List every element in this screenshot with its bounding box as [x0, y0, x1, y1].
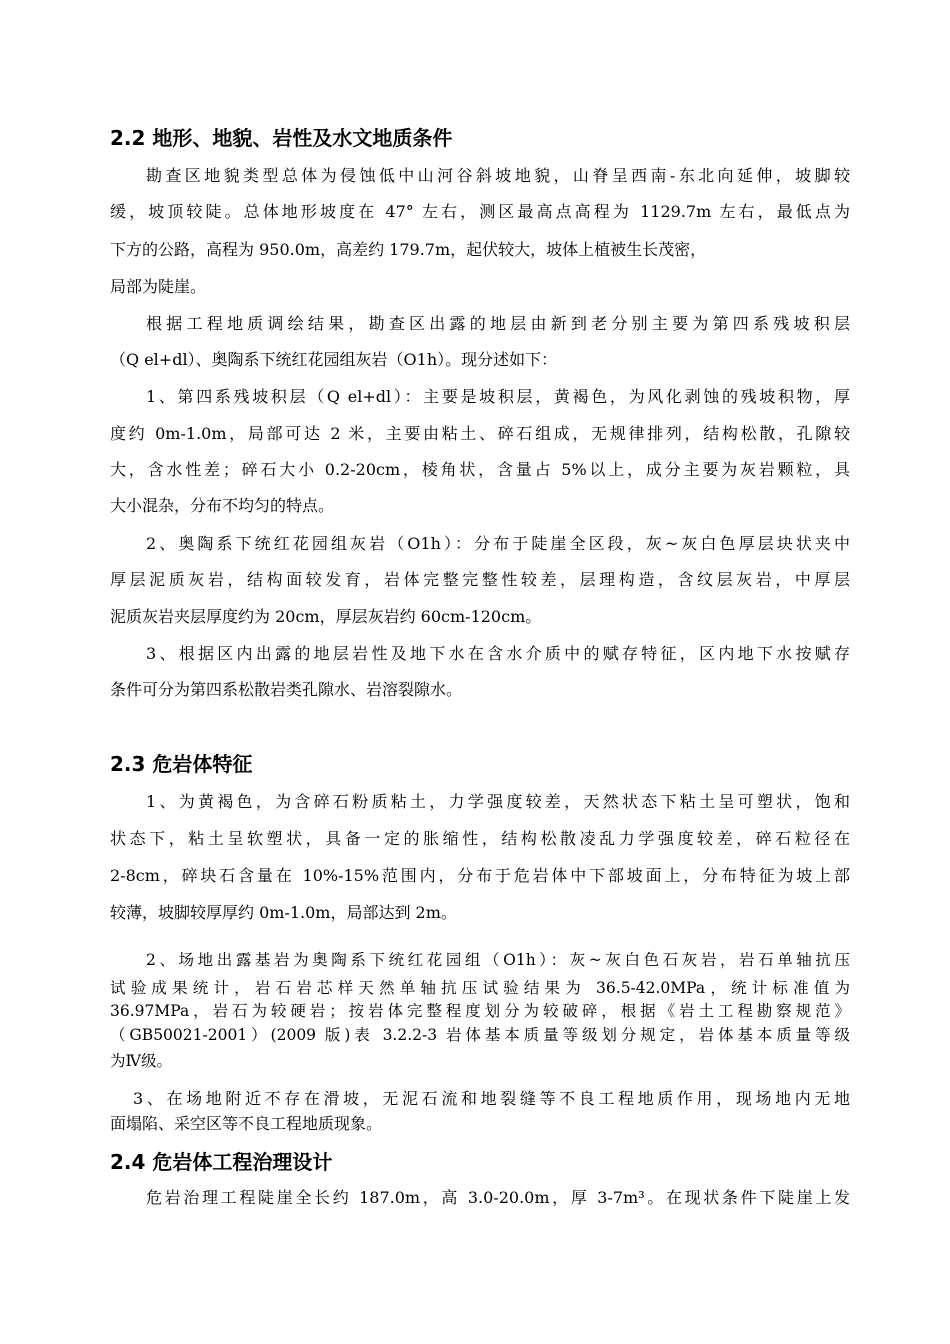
- paragraph-line: 3、在场地附近不存在滑坡，无泥石流和地裂缝等不良工程地质作用，现场地内无地: [133, 1089, 850, 1108]
- paragraph-line: 1、为黄褐色，为含碎石粉质粘土，力学强度较差，天然状态下粘土呈可塑状，饱和: [146, 792, 850, 811]
- section-heading-2-2: 2.2 地形、地貌、岩性及水文地质条件: [110, 126, 453, 150]
- paragraph-line: 大，含水性差；碎石大小 0.2-20cm，棱角状，含量占 5%以上，成分主要为灰岩颗粒，具: [110, 460, 850, 479]
- paragraph-line: 局部为陡崖。: [110, 277, 207, 296]
- section-heading-2-4: 2.4 危岩体工程治理设计: [110, 1150, 333, 1174]
- paragraph-line: 勘查区地貌类型总体为侵蚀低中山河谷斜坡地貌，山脊呈西南-东北向延伸，坡脚较: [146, 166, 850, 185]
- paragraph-line: 36.97MPa，岩石为较硬岩；按岩体完整程度划分为较破碎，根据《岩土工程勘察规范》: [110, 1002, 850, 1020]
- paragraph-line: （GB50021-2001）(2009 版)表 3.2.2-3 岩体基本质量等级划分规定，岩体基本质量等级: [110, 1026, 850, 1044]
- paragraph-line: 泥质灰岩夹层厚度约为 20cm，厚层灰岩约 60cm-120cm。: [110, 607, 542, 626]
- paragraph-line: 度约 0m-1.0m，局部可达 2 米，主要由粘土、碎石组成，无规律排列，结构松散，孔隙较: [110, 424, 850, 443]
- paragraph-line: 1、第四系残坡积层（Q el+dl）：主要是坡积层，黄褐色，为风化剥蚀的残坡积物，厚: [146, 387, 850, 406]
- paragraph-line: 根据工程地质调绘结果，勘查区出露的地层由新到老分别主要为第四系残坡积层: [146, 314, 850, 333]
- paragraph-line: 较薄，坡脚较厚厚约 0m-1.0m，局部达到 2m。: [110, 903, 457, 922]
- paragraph-line: 下方的公路，高程为 950.0m，高差约 179.7m，起伏较大，坡体上植被生长茂密，: [110, 240, 707, 259]
- paragraph-line: 大小混杂，分布不均匀的特点。: [110, 496, 335, 515]
- paragraph-line: （Q el+dl）、奥陶系下统红花园组灰岩（O1h）。现分述如下：: [110, 350, 558, 369]
- paragraph-line: 危岩治理工程陡崖全长约 187.0m，高 3.0-20.0m，厚 3-7m³。在现状条件下陡崖上发: [146, 1188, 850, 1207]
- section-heading-2-3: 2.3 危岩体特征: [110, 752, 253, 776]
- paragraph-line: 3、根据区内出露的地层岩性及地下水在含水介质中的赋存特征，区内地下水按赋存: [146, 644, 850, 663]
- paragraph-line: 厚层泥质灰岩，结构面较发育，岩体完整完整性较差，层理构造，含纹层灰岩，中厚层: [110, 570, 850, 589]
- paragraph-line: 2、奥陶系下统红花园组灰岩（O1h）：分布于陡崖全区段，灰~灰白色厚层块状夹中: [146, 534, 850, 553]
- paragraph-line: 为Ⅳ级。: [110, 1052, 172, 1070]
- paragraph-line: 条件可分为第四系松散岩类孔隙水、岩溶裂隙水。: [110, 680, 463, 699]
- paragraph-line: 缓，坡顶较陡。总体地形坡度在 47° 左右，测区最高点高程为 1129.7m 左右，最低点为: [110, 202, 850, 221]
- paragraph-line: 2-8cm，碎块石含量在 10%-15%范围内，分布于危岩体中下部坡面上，分布特征为坡上部: [110, 866, 850, 885]
- paragraph-line: 面塌陷、采空区等不良工程地质现象。: [110, 1114, 383, 1133]
- paragraph-line: 状态下，粘土呈软塑状，具备一定的胀缩性，结构松散凌乱力学强度较差，碎石粒径在: [110, 829, 850, 848]
- paragraph-line: 试验成果统计，岩石岩芯样天然单轴抗压试验结果为 36.5-42.0MPa，统计标准值为: [110, 979, 850, 997]
- paragraph-line: 2、场地出露基岩为奥陶系下统红花园组（O1h）：灰~灰白色石灰岩，岩石单轴抗压: [146, 951, 850, 969]
